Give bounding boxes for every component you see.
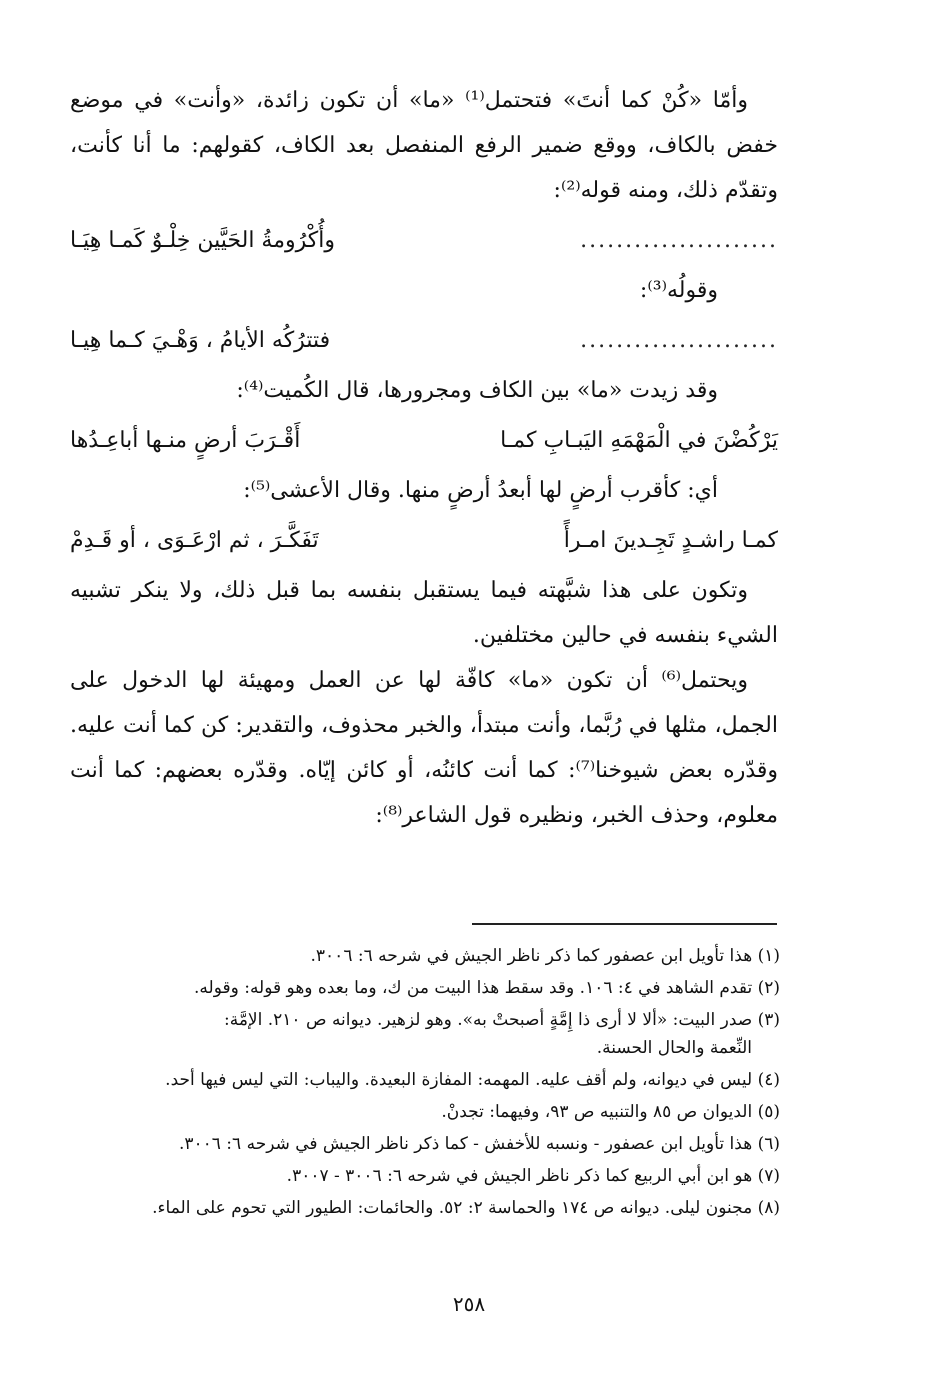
footnote-separator — [472, 923, 777, 925]
footnote-8: (٨) مجنون ليلى. ديوانه ص ١٧٤ والحماسة ٢: ٥٢. والحائمات: الطيور التي تحوم على الماء. — [152, 1198, 780, 1218]
paragraph-1: وأمّا «كُنْ كما أنتَ» فتحتمل⁽¹⁾ «ما» أن تكون زائدة، «وأنت» في موضع خفض بالكاف، ووقع ضمير الرفع المنفصل بعد الكاف، كقولهم: ما أنا كأنت، وتقدّم ذلك، ومنه قوله⁽²⁾: — [70, 88, 778, 203]
verse-4-first-hemistich: كمـا راشـدٍ تَجِـدينَ امـرأً — [563, 528, 778, 553]
paragraph-6: ويحتمل⁽⁶⁾ أن تكون «ما» كافّة لها عن العمل ومهيئة لها الدخول على الجمل، مثلها في رُبَّما، وأنت مبتدأ، والخبر محذوف، والتقدير: كن كما أنت عليه. وقدّره بعض شيوخنا⁽⁷⁾: كما أنت كائنُه، أو كائن إيّاه. وقدّره بعضهم: كما أنت معلوم، وحذف الخبر، ونظيره قول الشاعر⁽⁸⁾: — [70, 668, 779, 828]
verse-1-second-hemistich: وأُكْرُومةُ الحَيَّين خِلْـوٌ كَمـا هِيَـا — [70, 228, 335, 253]
footnote-1: (١) هذا تأويل ابن عصفور كما ذكر ناظر الجيش في شرحه ٦: ٣٠٠٦. — [310, 946, 780, 966]
paragraph-3: وقد زيدت «ما» بين الكاف ومجرورها، قال الكُميت⁽⁴⁾: — [236, 378, 718, 403]
verse-2-first-hemistich: ...................... — [580, 328, 778, 353]
verse-4-second-hemistich: تَفَكَّـرَ ، ثم ارْعَـوَى ، أو قَـدِمْ — [70, 528, 319, 553]
footnote-4: (٤) ليس في ديوانه، ولم أقف عليه. المهمه: المفازة البعيدة. واليباب: التي ليس فيها أحد. — [165, 1070, 780, 1090]
paragraph-2: وقولُه⁽³⁾: — [639, 278, 718, 303]
verse-2-second-hemistich: فتترُكُه الأيامُ ، وَهْـيَ كـما هِيـا — [70, 328, 331, 353]
page-number: ٢٥٨ — [452, 1292, 486, 1316]
verse-4 — [70, 513, 778, 568]
verse-3-second-hemistich: أَقْـرَبَ أرضٍ منـها أباعِـدُها — [70, 428, 301, 453]
footnotes — [70, 942, 780, 1226]
verse-3-first-hemistich: يَرْكُضْنَ في الْمَهْمَهِ اليَبـابِ كمـا — [500, 428, 778, 453]
main-text — [70, 78, 778, 838]
paragraph-4: أي: كأقرب أرضٍ لها أبعدُ أرضٍ منها. وقال الأعشى⁽⁵⁾: — [243, 478, 718, 503]
footnote-2: (٢) تقدم الشاهد في ٤: ١٠٦. وقد سقط هذا البيت من ك، وما بعده وهو قوله: وقوله. — [194, 978, 780, 998]
verse-3 — [70, 413, 778, 468]
footnote-3-continuation: النِّعمة والحال الحسنة. — [596, 1038, 752, 1058]
footnote-3: (٣) صدر البيت: «ألا لا أرى ذا إِمَّةٍ أصبحتْ به». وهو لزهير. ديوانه ص ٢١٠. الإمَّة: — [223, 1010, 780, 1030]
verse-1-first-hemistich: ...................... — [580, 228, 778, 253]
footnote-5: (٥) الديوان ص ٨٥ والتنبيه ص ٩٣، وفيهما: تجدنْ. — [441, 1102, 780, 1122]
footnote-7: (٧) هو ابن أبي الربيع كما ذكر ناظر الجيش في شرحه ٦: ٣٠٠٦ - ٣٠٠٧. — [286, 1166, 780, 1186]
verse-1 — [70, 213, 778, 268]
verse-2 — [70, 313, 778, 368]
paragraph-5: وتكون على هذا شبَّهته فيما يستقبل بنفسه بما قبل ذلك، ولا ينكر تشبيه الشيء بنفسه في حالين مختلفين. — [70, 578, 778, 648]
footnote-6: (٦) هذا تأويل ابن عصفور - ونسبه للأخفش - كما ذكر ناظر الجيش في شرحه ٦: ٣٠٠٦. — [178, 1134, 780, 1154]
